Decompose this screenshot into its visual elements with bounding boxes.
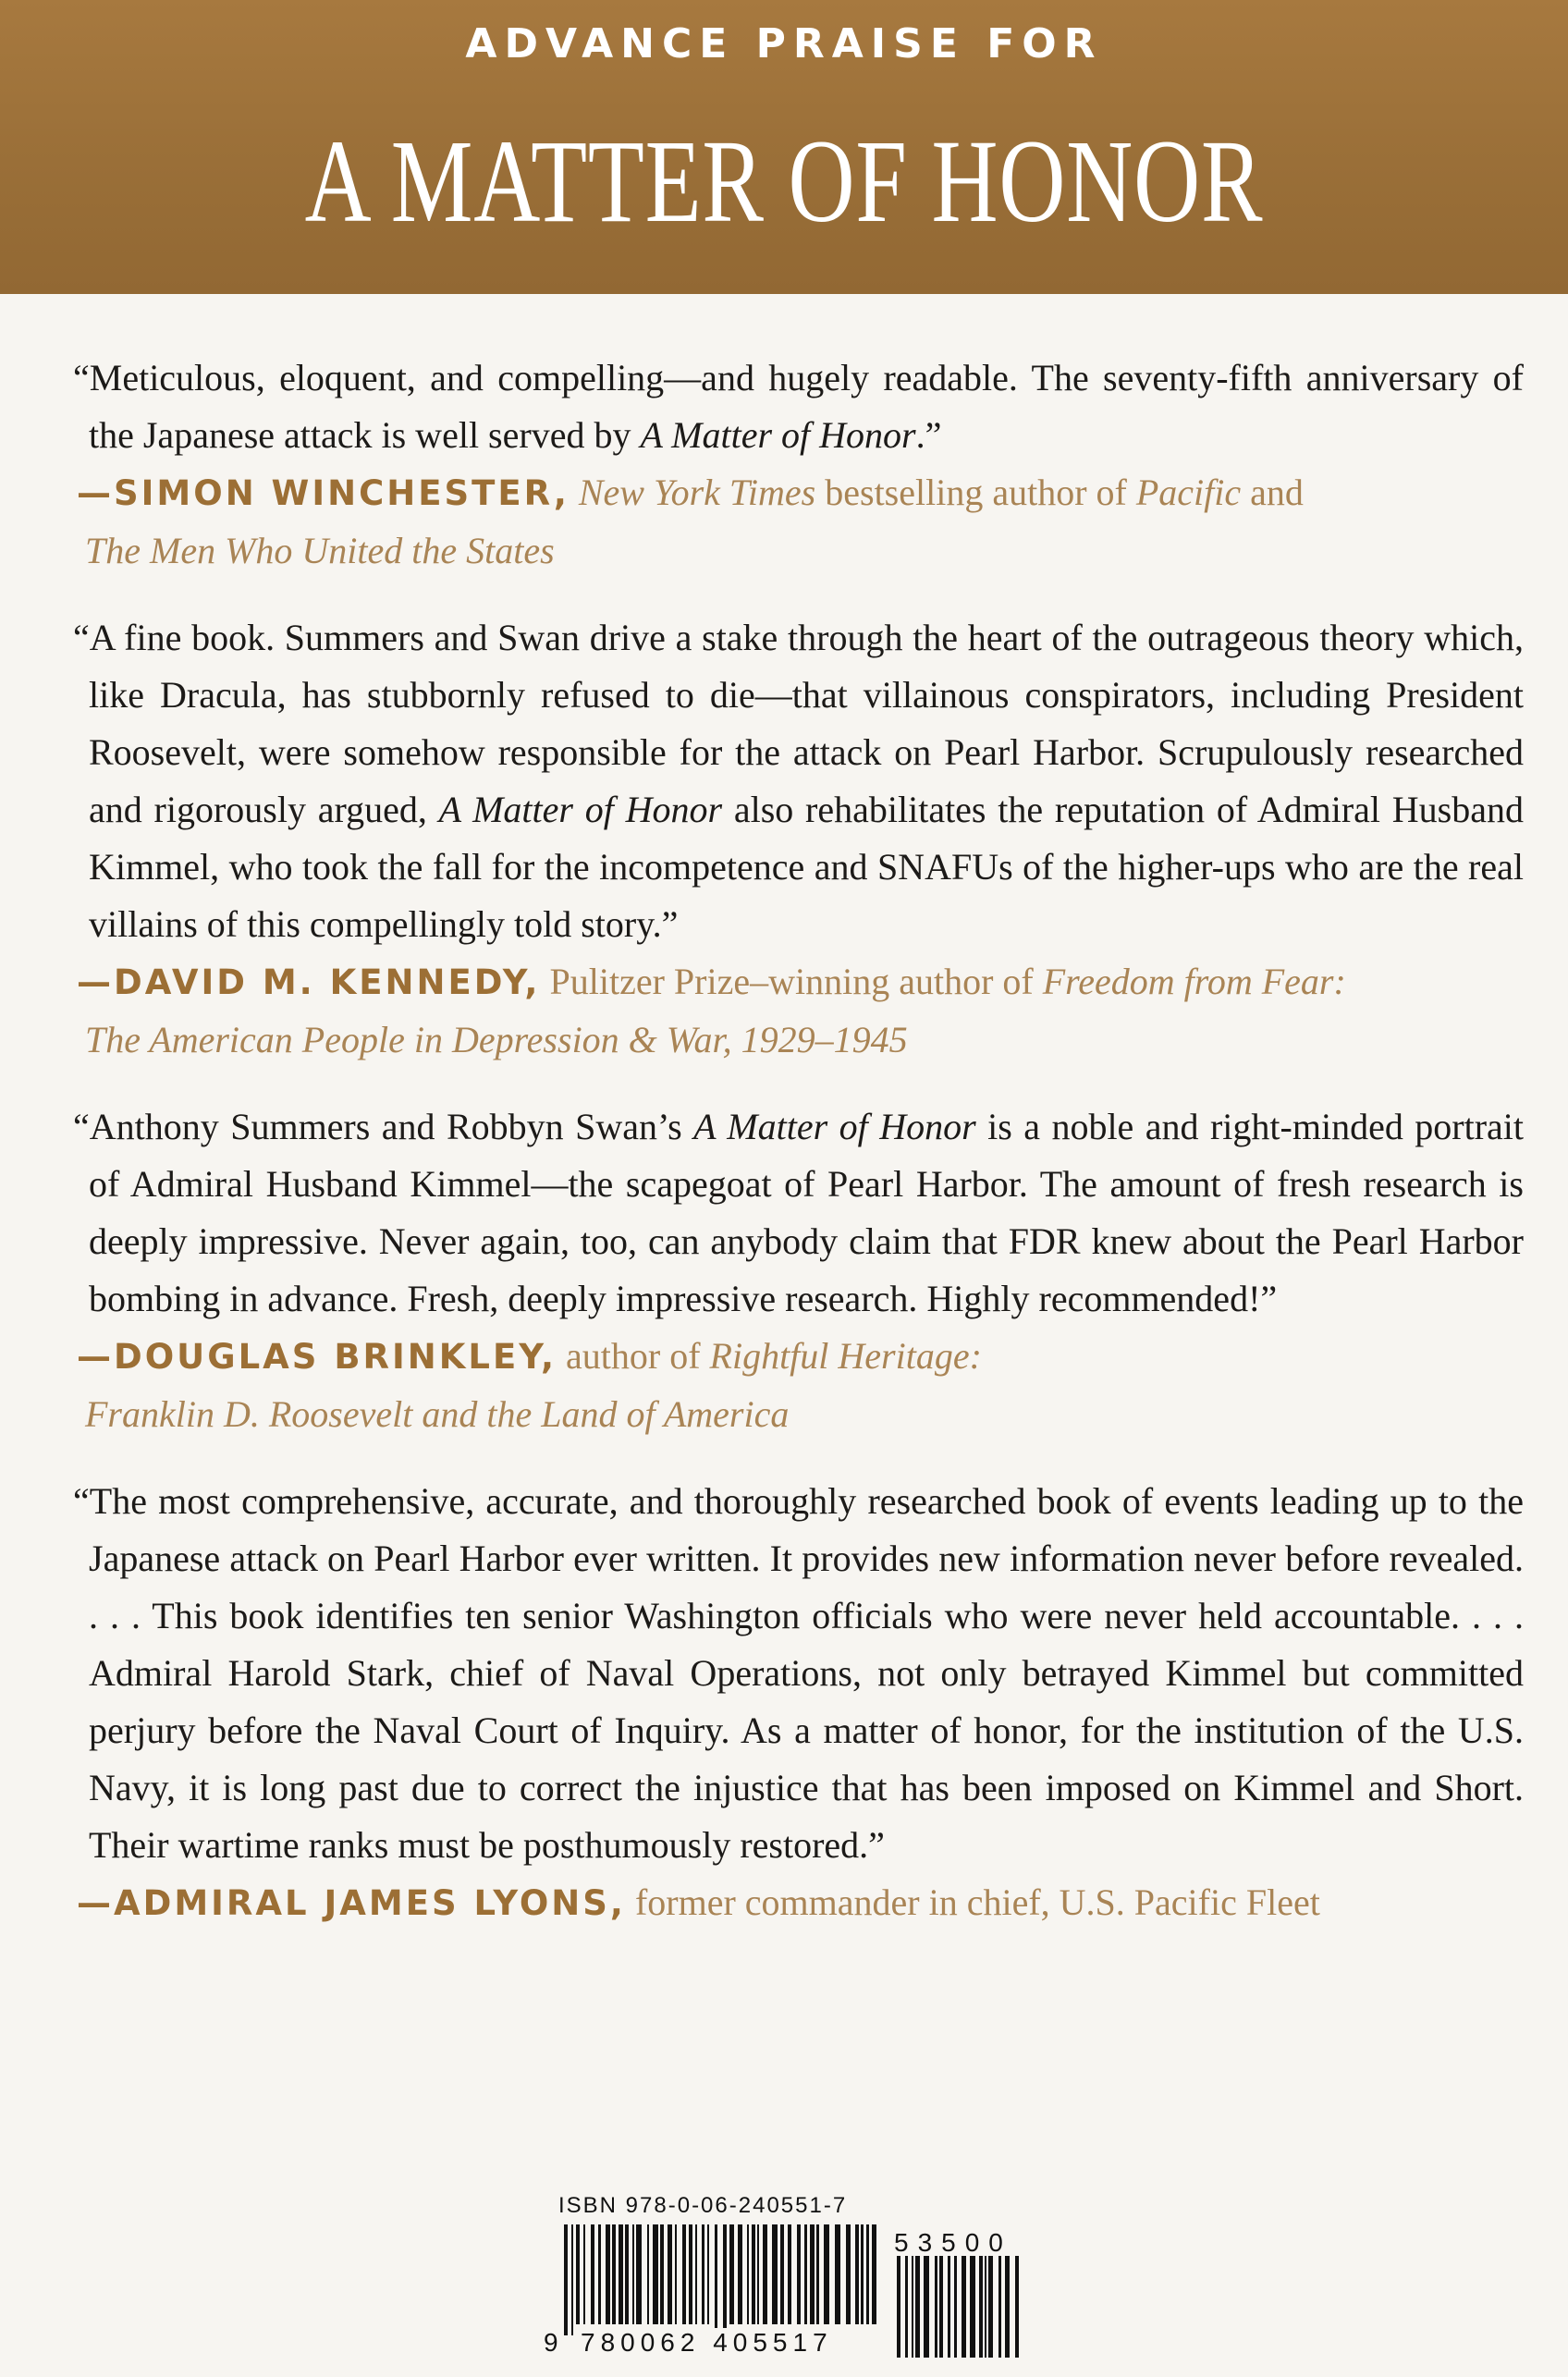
quote-title-italic: A Matter of Honor [693,1106,976,1147]
ean-first-digit: 9 [544,2328,558,2357]
barcode-bar [695,2224,697,2324]
attribution-name: —SIMON WINCHESTER, [77,473,570,513]
attribution-join: and [1241,472,1304,513]
barcode-bar [804,2224,807,2324]
barcode-bar [675,2224,677,2324]
barcode-bar [1005,2256,1010,2358]
barcode-bar [738,2224,742,2324]
barcode-bar [571,2224,573,2335]
barcode-bar [636,2224,642,2324]
praise-quote [73,1473,1524,1874]
barcode-bar [970,2256,975,2358]
barcode-bar [598,2224,601,2324]
barcode-bar [861,2224,864,2324]
barcode-bar [583,2224,585,2324]
barcode-bar [915,2256,920,2358]
attribution-work: Rightful Heritage: [709,1335,982,1377]
barcode-bar [788,2224,791,2324]
barcode-bar [846,2224,851,2324]
barcode-bar [824,2224,829,2324]
attribution-work: The Men Who United the States [85,530,555,571]
attribution-publication: New York Times [578,472,816,513]
barcode-bar [935,2256,937,2358]
barcode-bar [939,2256,943,2358]
barcode-bar [866,2224,869,2324]
attribution-role: author of [557,1335,710,1377]
praise-attribution [77,1328,1524,1443]
barcode-bar [682,2224,686,2324]
barcode-bar [988,2256,993,2358]
praise-attribution [77,953,1524,1069]
barcode-bar [816,2224,819,2324]
isbn-barcode [544,2193,1028,2373]
praise-block [73,1473,1524,1932]
barcode-bar [897,2256,900,2358]
barcode-bar [689,2224,692,2324]
barcode-bar [612,2224,616,2324]
quote-text-end: .” [915,414,942,456]
barcode-bar [985,2256,986,2358]
barcode-bar [772,2224,778,2324]
price-code: 53500 [894,2228,1012,2257]
barcode-bar [576,2224,580,2324]
quote-text: “Meticulous, eloquent, and compelling—and hugely readable. The seventy-fifth anniversary of the Japanese attack is well served by [73,357,1524,456]
quote-title-italic: A Matter of Honor [438,789,723,830]
barcode-bar [979,2256,983,2358]
barcode-bar [855,2224,859,2324]
quote-text: “A fine book. Summers and Swan drive a stake through the heart of the outrageous theory which, like Dracula, has stubbornly refused to die—that villainous conspirators, including President Roosevelt, were somehow responsible for the attack on Pearl Harbor. Scrupulously researched and rigorously argued, [73,617,1524,830]
barcode-bar [591,2224,594,2324]
barcode-bar [747,2224,749,2324]
praise-block [73,609,1524,1069]
quote-text-end: is a noble and right-minded portrait of Admiral Husband Kimmel—the scapegoat of Pearl Harbor. The amount of fresh research is deeply impressive. Never again, too, can anybody claim that FDR knew about the Pearl Harbor bombing in advance. Fresh, deeply impressive research. Highly recommended!” [89,1106,1525,1319]
praise-attribution [77,464,1524,580]
praise-quote [73,1098,1525,1328]
attribution-work: The American People in Depression & War, 1929–1945 [85,1019,908,1060]
praise-block [73,1098,1525,1443]
barcode-bar [707,2224,709,2324]
barcode-bar [606,2224,610,2324]
attribution-work: Freedom from Fear: [1042,961,1346,1002]
barcode-bar [757,2224,759,2324]
praise-block [73,349,1524,580]
barcode-bar [625,2224,629,2324]
praise-list [73,349,1525,1932]
quote-text: “Anthony Summers and Robbyn Swan’s [73,1106,694,1147]
barcode-bar [924,2256,929,2358]
barcode-bar [752,2224,755,2324]
barcode-bar [668,2224,672,2324]
quote-title-italic: A Matter of Honor [640,414,916,456]
attribution-work: Franklin D. Roosevelt and the Land of America [85,1393,790,1435]
quote-text-end: also rehabilitates the reputation of Admiral Husband Kimmel, who took the fall for the incompetence and SNAFUs of the higher-ups who are the real villains of this compellingly told story.” [89,789,1524,945]
attribution-role: former commander in chief, U.S. Pacific Fleet [625,1881,1320,1923]
barcode-bar [998,2256,1001,2358]
praise-attribution [77,1874,1524,1932]
barcode-bar [872,2224,876,2324]
barcode-bar [835,2224,840,2324]
barcode-bar [797,2224,801,2324]
barcode-bar [729,2224,734,2324]
barcode-bar [647,2224,649,2324]
barcode-bar [653,2224,658,2324]
barcode-bar [948,2256,950,2358]
title-banner [0,0,1568,294]
ean-digits: 780062 405517 [581,2328,833,2357]
barcode-bar [715,2224,717,2335]
barcode-bar [954,2256,957,2358]
banner-kicker: ADVANCE PRAISE FOR [465,20,1103,67]
attribution-name: —DAVID M. KENNEDY, [77,962,541,1002]
attribution-name: —DOUGLAS BRINKLEY, [77,1337,557,1377]
attribution-work: Pacific [1135,472,1242,513]
barcode-bar [1015,2256,1019,2358]
attribution-role: Pulitzer Prize–winning author of [540,961,1043,1002]
barcode-bar [763,2224,767,2324]
barcode-bar [810,2224,815,2324]
barcode-bar [723,2224,727,2335]
praise-quote [73,609,1524,953]
barcode-bar [660,2224,664,2324]
barcode-bar [619,2224,623,2324]
attribution-name: —ADMIRAL JAMES LYONS, [77,1883,626,1923]
barcode-bar [564,2224,568,2335]
barcode-bar [912,2256,913,2358]
attribution-role: bestselling author of [815,472,1136,513]
quote-text: “The most comprehensive, accurate, and thoroughly researched book of events leading up to the Japanese attack on Pearl Harbor ever written. It provides new information never before revealed. . . . This book identifies ten senior Washington officials who were never held accountable. . . . Admiral Harold Stark, chief of Naval Operations, not only betrayed Kimmel but committed perjury before the Naval Court of Inquiry. As a matter of honor, for the institution of the U.S. Navy, it is long past due to correct the injustice that has been imposed on Kimmel and Short. Their wartime ranks must be posthumously restored.” [73,1480,1524,1866]
barcode-bar [702,2224,704,2324]
barcode-bar [780,2224,784,2324]
isbn-label: ISBN 978-0-06-240551-7 [558,2193,848,2218]
barcode-bar [632,2224,634,2324]
barcode-bar [962,2256,966,2358]
book-title: A MATTER OF HONOR [304,116,1264,247]
praise-quote [73,349,1524,464]
barcode-bar [905,2256,908,2358]
